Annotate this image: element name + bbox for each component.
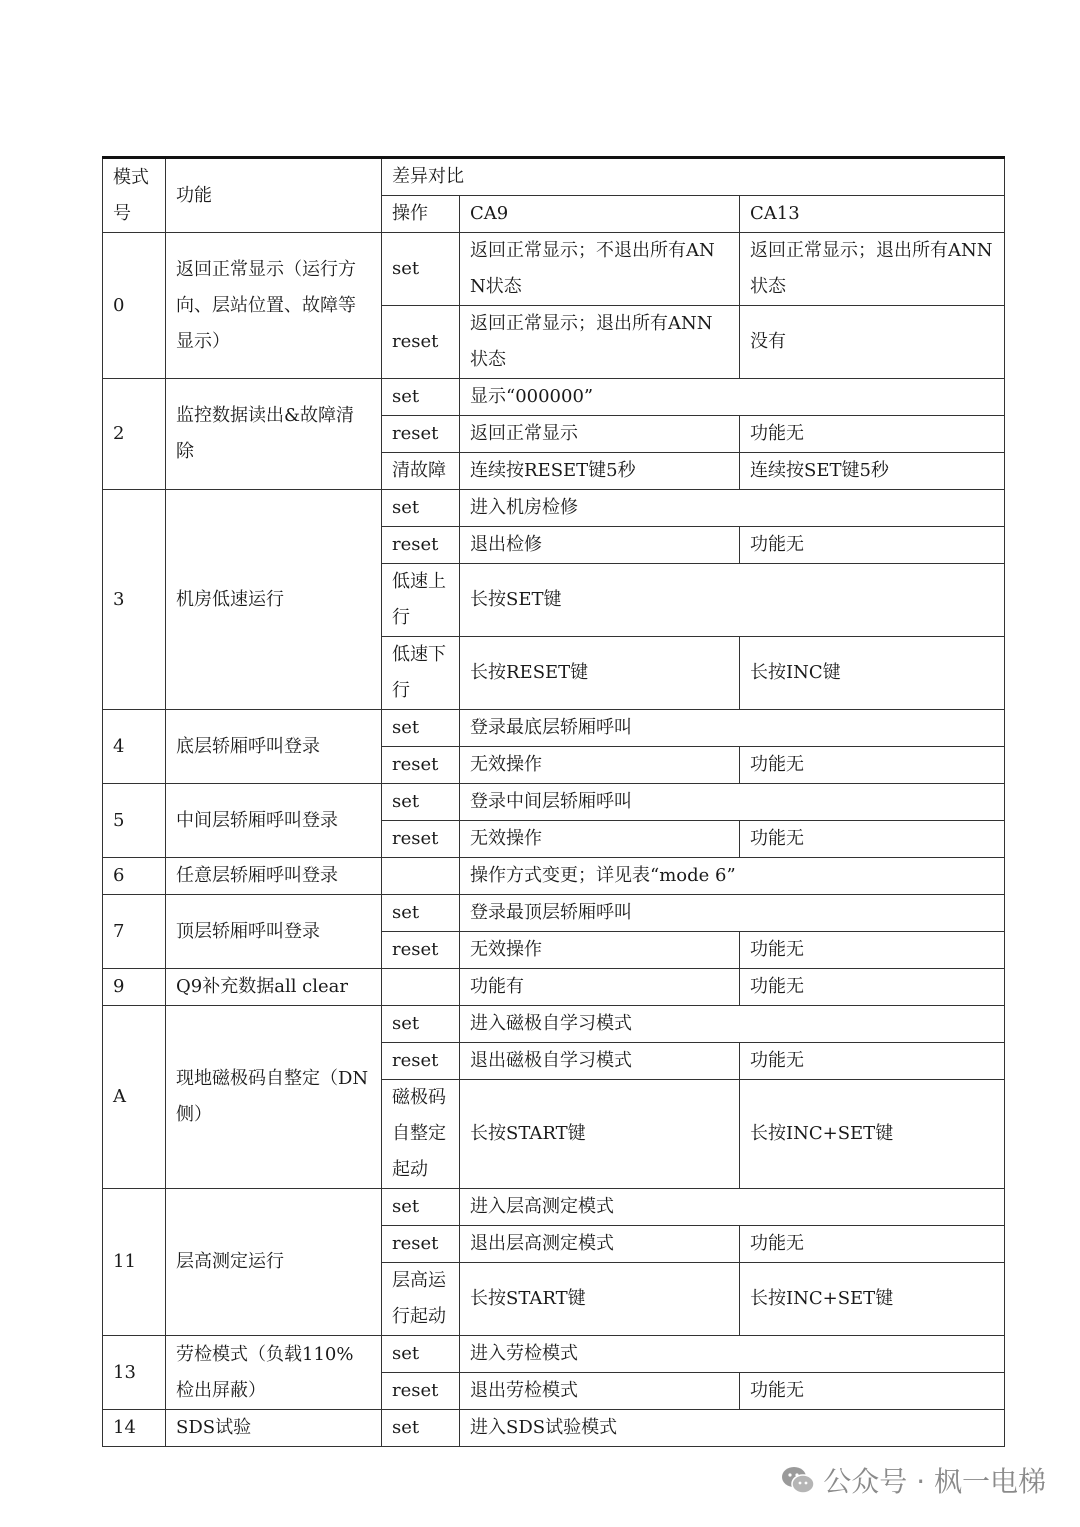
watermark-text: 公众号 · 枫一电梯 xyxy=(823,1465,1046,1498)
op-cell: set xyxy=(382,1189,460,1226)
op-cell: set xyxy=(382,233,460,306)
op-cell: 磁极码自整定起动 xyxy=(382,1080,460,1189)
ca13-cell: 功能无 xyxy=(740,1043,1005,1080)
table-row xyxy=(103,1006,1005,1043)
op-cell: 层高运行起动 xyxy=(382,1263,460,1336)
ca9-cell: 退出劳检模式 xyxy=(460,1373,740,1410)
header-ca9: CA9 xyxy=(460,196,740,233)
ca9-cell: 无效操作 xyxy=(460,932,740,969)
mode-cell: 3 xyxy=(103,490,166,710)
mode-cell: 14 xyxy=(103,1410,166,1447)
op-cell: set xyxy=(382,895,460,932)
op-cell: set xyxy=(382,490,460,527)
ca13-cell: 功能无 xyxy=(740,821,1005,858)
function-cell: 监控数据读出&故障清除 xyxy=(166,379,382,490)
mode-cell: 2 xyxy=(103,379,166,490)
table-row xyxy=(103,710,1005,747)
ca9-ca13-cell: 登录中间层轿厢呼叫 xyxy=(460,784,1005,821)
ca9-cell: 无效操作 xyxy=(460,747,740,784)
op-cell: set xyxy=(382,1006,460,1043)
function-cell: 任意层轿厢呼叫登录 xyxy=(166,858,382,895)
op-cell: reset xyxy=(382,416,460,453)
header-op: 操作 xyxy=(382,196,460,233)
ca9-cell: 长按START键 xyxy=(460,1080,740,1189)
mode-cell: 11 xyxy=(103,1189,166,1336)
function-cell: 机房低速运行 xyxy=(166,490,382,710)
table-row xyxy=(103,1410,1005,1447)
ca9-cell: 返回正常显示 xyxy=(460,416,740,453)
table-row xyxy=(103,1336,1005,1373)
ca9-ca13-cell: 登录最底层轿厢呼叫 xyxy=(460,710,1005,747)
header-mode-no: 模式号 xyxy=(103,158,166,233)
ca13-cell: 连续按SET键5秒 xyxy=(740,453,1005,490)
function-cell: 中间层轿厢呼叫登录 xyxy=(166,784,382,858)
ca13-cell: 长按INC键 xyxy=(740,637,1005,710)
mode-cell: 4 xyxy=(103,710,166,784)
ca13-cell: 功能无 xyxy=(740,527,1005,564)
mode-cell: 9 xyxy=(103,969,166,1006)
op-cell: reset xyxy=(382,306,460,379)
op-cell: 低速下行 xyxy=(382,637,460,710)
ca13-cell: 长按INC+SET键 xyxy=(740,1080,1005,1189)
table-row xyxy=(103,233,1005,306)
function-cell: Q9补充数据all clear xyxy=(166,969,382,1006)
op-cell: reset xyxy=(382,1373,460,1410)
ca9-ca13-cell: 操作方式变更；详见表“mode 6” xyxy=(460,858,1005,895)
ca9-cell: 长按START键 xyxy=(460,1263,740,1336)
ca9-cell: 退出层高测定模式 xyxy=(460,1226,740,1263)
mode-cell: 6 xyxy=(103,858,166,895)
wechat-icon xyxy=(781,1465,815,1495)
table-row xyxy=(103,784,1005,821)
function-cell: 劳检模式（负载110%检出屏蔽） xyxy=(166,1336,382,1410)
op-cell: reset xyxy=(382,821,460,858)
op-cell: set xyxy=(382,710,460,747)
ca13-cell: 功能无 xyxy=(740,747,1005,784)
header-row xyxy=(103,158,1005,196)
mode-cell: A xyxy=(103,1006,166,1189)
op-cell: 清故障 xyxy=(382,453,460,490)
ca9-ca13-cell: 进入SDS试验模式 xyxy=(460,1410,1005,1447)
header-ca13: CA13 xyxy=(740,196,1005,233)
table-row xyxy=(103,1189,1005,1226)
ca9-cell: 功能有 xyxy=(460,969,740,1006)
ca9-ca13-cell: 登录最顶层轿厢呼叫 xyxy=(460,895,1005,932)
op-cell xyxy=(382,969,460,1006)
ca13-cell: 没有 xyxy=(740,306,1005,379)
ca9-ca13-cell: 进入劳检模式 xyxy=(460,1336,1005,1373)
table-row xyxy=(103,379,1005,416)
table-row xyxy=(103,858,1005,895)
ca9-cell: 无效操作 xyxy=(460,821,740,858)
op-cell xyxy=(382,858,460,895)
ca13-cell: 返回正常显示；退出所有ANN状态 xyxy=(740,233,1005,306)
ca9-cell: 返回正常显示；不退出所有ANN状态 xyxy=(460,233,740,306)
ca9-cell: 退出检修 xyxy=(460,527,740,564)
ca9-cell: 连续按RESET键5秒 xyxy=(460,453,740,490)
function-cell: SDS试验 xyxy=(166,1410,382,1447)
ca9-cell: 返回正常显示；退出所有ANN状态 xyxy=(460,306,740,379)
header-function: 功能 xyxy=(166,158,382,233)
ca13-cell: 功能无 xyxy=(740,1373,1005,1410)
ca9-cell: 长按RESET键 xyxy=(460,637,740,710)
function-cell: 底层轿厢呼叫登录 xyxy=(166,710,382,784)
ca9-ca13-cell: 显示“000000” xyxy=(460,379,1005,416)
mode-cell: 7 xyxy=(103,895,166,969)
op-cell: 低速上行 xyxy=(382,564,460,637)
ca13-cell: 功能无 xyxy=(740,969,1005,1006)
op-cell: reset xyxy=(382,1226,460,1263)
op-cell: reset xyxy=(382,1043,460,1080)
mode-cell: 13 xyxy=(103,1336,166,1410)
op-cell: set xyxy=(382,784,460,821)
table-row xyxy=(103,895,1005,932)
op-cell: set xyxy=(382,379,460,416)
watermark xyxy=(781,1460,1046,1500)
op-cell: set xyxy=(382,1410,460,1447)
op-cell: reset xyxy=(382,747,460,784)
ca9-ca13-cell: 长按SET键 xyxy=(460,564,1005,637)
table-row xyxy=(103,969,1005,1006)
op-cell: set xyxy=(382,1336,460,1373)
function-cell: 现地磁极码自整定（DN侧） xyxy=(166,1006,382,1189)
comparison-table xyxy=(102,156,1005,1447)
function-cell: 返回正常显示（运行方向、层站位置、故障等显示） xyxy=(166,233,382,379)
ca9-ca13-cell: 进入层高测定模式 xyxy=(460,1189,1005,1226)
op-cell: reset xyxy=(382,932,460,969)
header-diff: 差异对比 xyxy=(382,158,1005,196)
ca13-cell: 功能无 xyxy=(740,1226,1005,1263)
ca9-cell: 退出磁极自学习模式 xyxy=(460,1043,740,1080)
op-cell: reset xyxy=(382,527,460,564)
ca13-cell: 功能无 xyxy=(740,416,1005,453)
mode-cell: 0 xyxy=(103,233,166,379)
mode-cell: 5 xyxy=(103,784,166,858)
function-cell: 层高测定运行 xyxy=(166,1189,382,1336)
table-row xyxy=(103,490,1005,527)
function-cell: 顶层轿厢呼叫登录 xyxy=(166,895,382,969)
ca9-ca13-cell: 进入磁极自学习模式 xyxy=(460,1006,1005,1043)
ca13-cell: 长按INC+SET键 xyxy=(740,1263,1005,1336)
ca9-ca13-cell: 进入机房检修 xyxy=(460,490,1005,527)
ca13-cell: 功能无 xyxy=(740,932,1005,969)
